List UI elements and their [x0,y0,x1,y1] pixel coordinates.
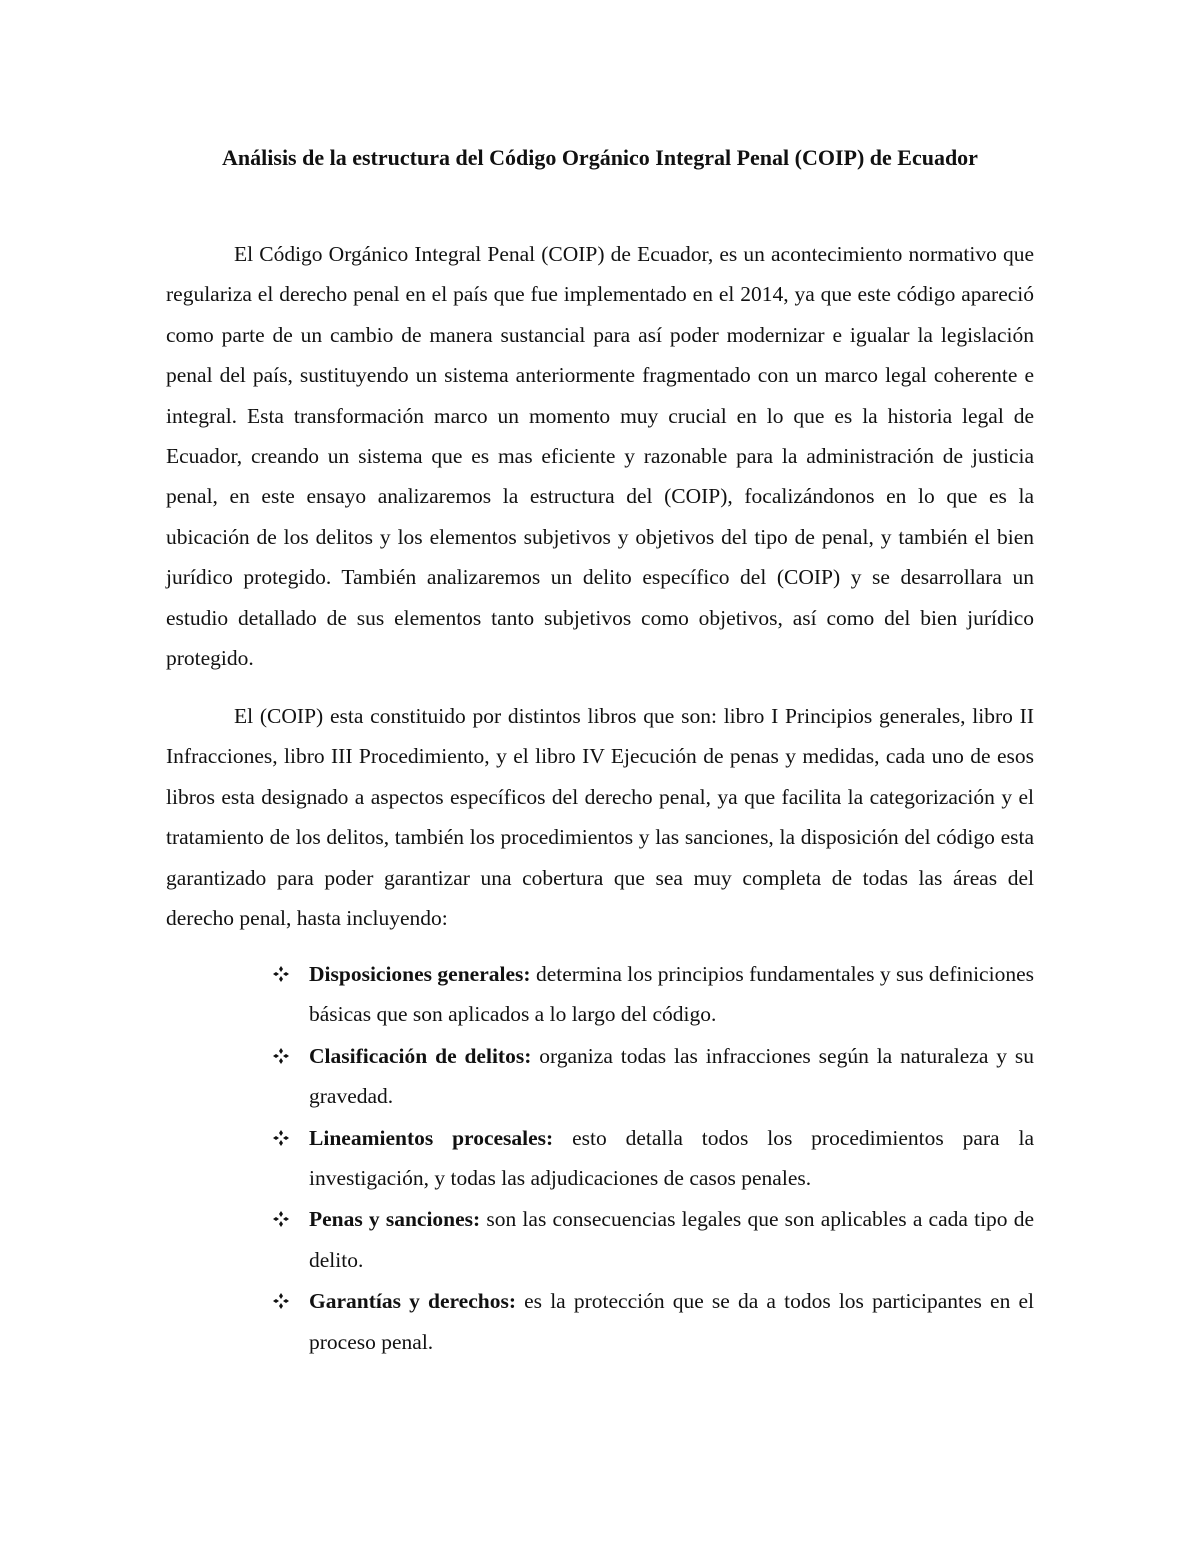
list-item [272,1281,1034,1362]
list-item [272,1118,1034,1199]
bullet-text: son las consecuencias legales que son aplicables a cada tipo de delito. [309,1207,1035,1272]
list-item [272,954,1034,1035]
bullet-text: esto detalla todos los procedimientos para la investigación, y todas las adjudicaciones de casos penales. [309,1125,1034,1191]
four-diamond-bullet-icon [272,1047,290,1065]
bullet-term: Penas y sanciones: [309,1207,481,1232]
bullet-text: organiza todas las infracciones según la naturaleza y su gravedad. [309,1043,1035,1109]
list-item [272,1199,1034,1280]
bullet-text: es la protección que se da a todos los participantes en el proceso penal. [309,1289,1035,1354]
bullet-term: Garantías y derechos: [309,1289,516,1314]
paragraph-structure: El (COIP) esta constituido por distintos libros que son: libro I Principios generales, libro II Infracciones, libro III Procedimiento, y el libro IV Ejecución de penas y medidas, cada uno de esos libros esta designado a aspectos específicos del derecho penal, ya que facilita la categorización y el tratamiento de los delitos, también los procedimientos y las sanciones, la disposición del código esta garantizado para poder garantizar una cobertura que sea muy completa de todas las áreas del derecho penal, hasta incluyendo: [166,704,1034,931]
four-diamond-bullet-icon [272,965,290,983]
bullet-term: Clasificación de delitos: [309,1043,532,1068]
document-title: Análisis de la estructura del Código Orgánico Integral Penal (COIP) de Ecuador [222,145,978,170]
four-diamond-bullet-icon [272,1292,290,1310]
paragraph-intro: El Código Orgánico Integral Penal (COIP) de Ecuador, es un acontecimiento normativo que regulariza el derecho penal en el país que fue implementado en el 2014, ya que este código apareció como parte de un cambio de manera sustancial para así poder modernizar e igualar la legislación penal del país, sustituyendo un sistema anteriormente fragmentado con un marco legal coherente e integral. Esta transformación marco un momento muy crucial en lo que es la historia legal de Ecuador, creando un sistema que es mas eficiente y razonable para la administración de justicia penal, en este ensayo analizaremos la estructura del (COIP), focalizándonos en lo que es la ubicación de los delitos y los elementos subjetivos y objetivos del tipo de penal, y también el bien jurídico protegido. También analizaremos un delito específico del (COIP) y se desarrollara un estudio detallado de sus elementos tanto subjetivos como objetivos, así como del bien jurídico protegido. [166,242,1034,671]
four-diamond-bullet-icon [272,1129,290,1147]
list-item [272,1036,1034,1117]
four-diamond-bullet-icon [272,1210,290,1228]
bullet-list [272,954,1034,1363]
bullet-term: Disposiciones generales: [309,962,531,986]
bullet-text: determina los principios fundamentales y sus definiciones básicas que son aplicados a lo largo del código. [309,962,1034,1027]
bullet-term: Lineamientos procesales: [309,1125,554,1150]
